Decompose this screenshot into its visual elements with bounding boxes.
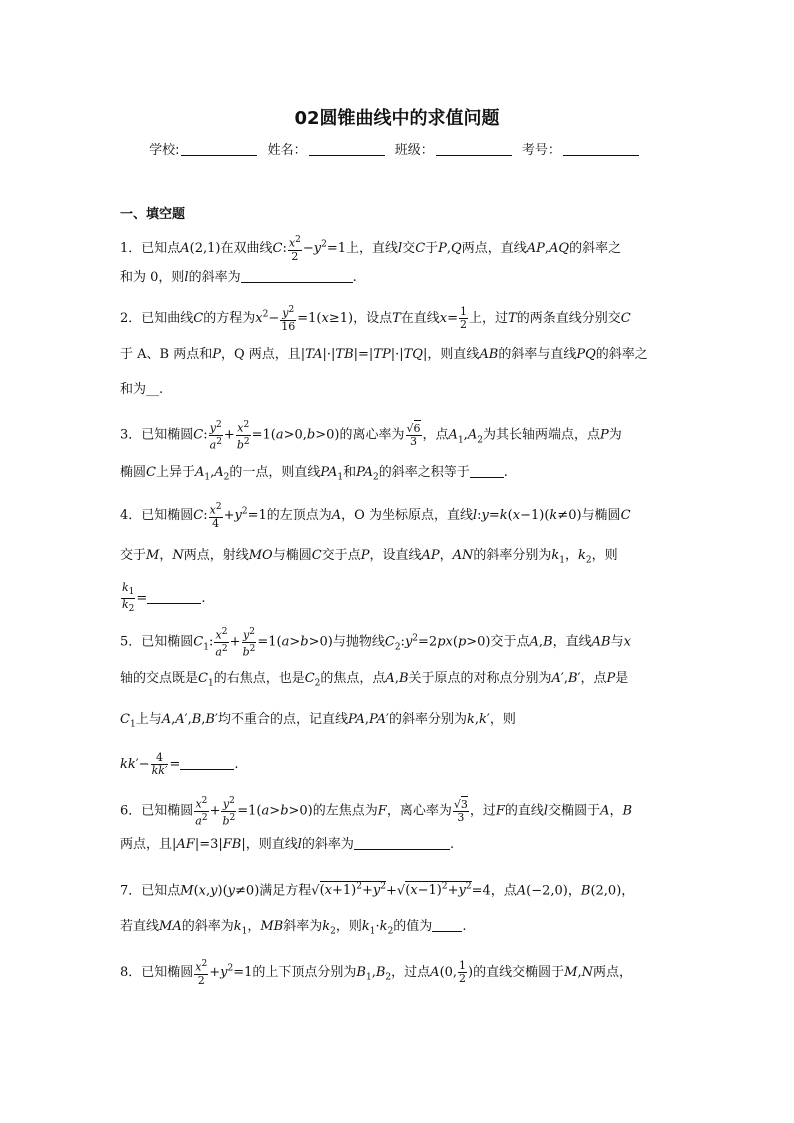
name-label: 姓名： bbox=[267, 143, 307, 158]
answer-blank[interactable] bbox=[354, 837, 450, 850]
question-2-line-1: 2．已知曲线C的方程为$x^2-$ $\frac{y^2}{16}$ =1(x≥1)，设点T在直线x= $\frac{1}{2}$ 上，过T的两条直线分别交C bbox=[120, 304, 631, 333]
class-label: 班级： bbox=[394, 143, 434, 158]
question-5-line-3: $C_1$上与A,A′,B,B′均不重合的点，记直线PA,PA′的斜率分别为k,k′，则 bbox=[120, 712, 516, 730]
answer-blank[interactable] bbox=[470, 465, 504, 478]
school-blank[interactable] bbox=[181, 143, 257, 156]
page-title: 02圆锥曲线中的求值问题 bbox=[294, 108, 500, 129]
id-blank[interactable] bbox=[563, 143, 639, 156]
question-1-line-1: 1．已知点A(2,1)在双曲线C: $\frac{x^2}{2}$ $-y^2=1$上，直线l交C于P,Q两点，直线AP,AQ的斜率之 bbox=[120, 235, 622, 263]
question-4-line-3: $\frac{k_1}{k_2}$ = . bbox=[122, 581, 206, 615]
question-1-line-2: 和为 0，则l的斜率为 . bbox=[120, 270, 357, 285]
answer-blank[interactable] bbox=[241, 270, 353, 283]
student-info-row bbox=[0, 139, 794, 158]
question-2-line-3: 和为__. bbox=[120, 382, 164, 397]
question-3-line-2: 椭圆C上异于$A_1,A_2$的一点，则直线$PA_1$和$PA_2$的斜率之积等于 . bbox=[120, 465, 508, 483]
question-2-line-2: 于 A、B 两点和P，Q 两点，且|TA|·|TB|=|TP|·|TQ|，则直线AB的斜率与直线PQ的斜率之 bbox=[120, 347, 648, 362]
class-blank[interactable] bbox=[436, 143, 512, 156]
question-4-line-1: 4．已知椭圆C: $\frac{x^2}{4}$ $+y^2=1$的左顶点为A，O 为坐标原点，直线l:y=k(x−1)(k≠0)与椭圆C bbox=[120, 502, 631, 530]
question-5-line-2: 轴的交点既是$C_1$的右焦点，也是$C_2$的焦点，点A,B关于原点的对称点分别为A′,B′，点P是 bbox=[120, 671, 629, 689]
question-7-line-1: 7．已知点M(x,y)(y≠0)满足方程$√(x+1)^2+y^2+√(x-1)^2+y^2=4$，点A(−2,0)，B(2,0)， bbox=[120, 882, 635, 899]
answer-blank[interactable] bbox=[432, 919, 462, 932]
question-5-line-1: 5．已知椭圆$C_1$: $\frac{x^2}{a^2}$ + $\frac{y^2}{b^2}$ =1(a>b>0)与抛物线$C_2:y^2=2px(p>0)$交于点A,B，直线AB与x bbox=[120, 627, 631, 659]
question-5-line-4: kk′− $\frac{4}{kk'}$ = . bbox=[120, 751, 239, 777]
answer-blank[interactable] bbox=[180, 757, 234, 770]
question-6-line-2: 两点，且|AF|=3|FB|，则直线l的斜率为 . bbox=[120, 837, 455, 852]
name-blank[interactable] bbox=[309, 143, 385, 156]
question-7-line-2: 若直线MA的斜率为$k_1$，MB斜率为$k_2$，则$k_1\cdot k_2$的值为 . bbox=[120, 919, 467, 937]
school-label: 学校: bbox=[149, 143, 180, 158]
question-8-line-1: 8．已知椭圆 $\frac{x^2}{2}$ $+y^2=1$的上下顶点分别为$B_1,B_2$，过点A(0, $\frac{1}{2}$ )的直线交椭圆于M,N两点， bbox=[120, 958, 632, 987]
id-label: 考号： bbox=[521, 143, 561, 158]
question-4-line-2: 交于M，N两点，射线MO与椭圆C交于点P，设直线AP，AN的斜率分别为$k_1$，$k_2$，则 bbox=[120, 548, 618, 566]
question-6-line-1: 6．已知椭圆 $\frac{x^2}{a^2}$ + $\frac{y^2}{b^2}$ =1(a>b>0)的左焦点为F，离心率为 $\frac{√3}{3}$ ，过F的直线l交椭圆于A，B bbox=[120, 796, 633, 828]
section-heading: 一、填空题 bbox=[120, 207, 186, 222]
answer-blank[interactable] bbox=[147, 591, 201, 604]
question-3-line-1: 3．已知椭圆C: $\frac{y^2}{a^2}$ + $\frac{x^2}{b^2}$ =1(a>0,b>0)的离心率为 $\frac{√6}{3}$ ，点$A_1,A_2$为其长轴两端点，点P为 bbox=[120, 420, 622, 452]
